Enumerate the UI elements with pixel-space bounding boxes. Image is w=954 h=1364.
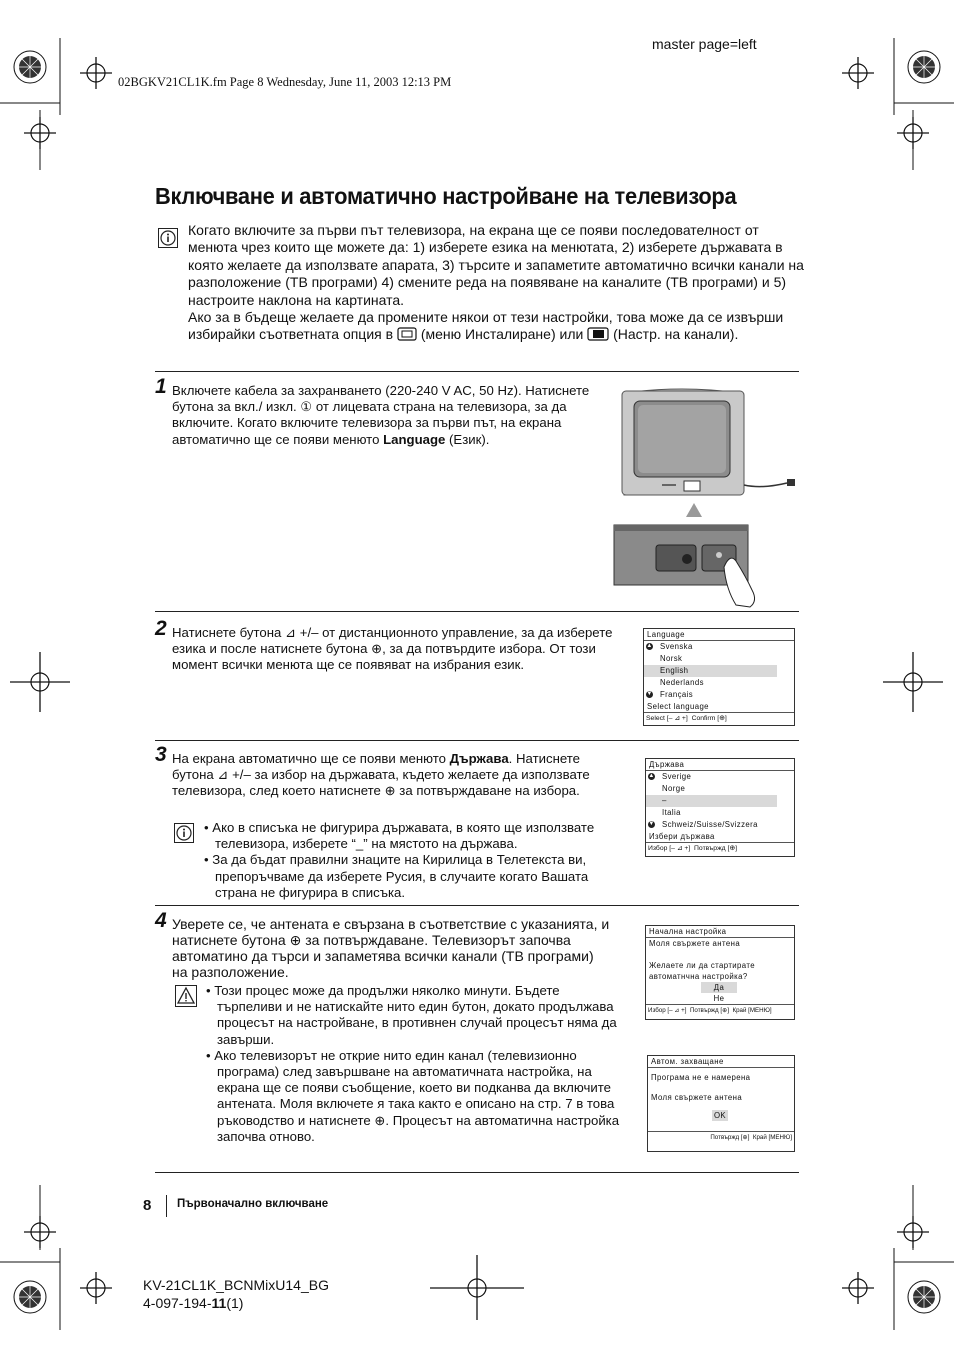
menu-prompt: Select language: [647, 702, 709, 711]
confirm-button-icon: ⊕: [374, 1112, 386, 1128]
divider: [155, 371, 799, 372]
step-4-notes: • Този процес може да продължи няколко минути. Бъдете търпеливи и не натискайте нито един бутон, докато продължава процесът на настройване, в противнен случай процесът няма да завърши. • Ако телевизорът не открие нито един канал (телевизионно програма) след завършване на автоматичната настройка, на екрана ще се появи съобщение, което ви подканва да включите антената. Моля включете я така както е описано на стр. 7 в това ръководство и натиснете ⊕. Процесът на автоматична настройка започва отново.: [206, 983, 620, 1144]
menu-item: ▼ Français: [646, 690, 694, 699]
down-arrow-icon: ▼: [646, 691, 653, 697]
menu-item: ▼ Schweiz/Suisse/Svizzera: [648, 820, 758, 829]
language-menu: [643, 628, 795, 726]
file-info: 02BGKV21CL1K.fm Page 8 Wednesday, June 11, 2003 12:13 PM: [118, 75, 452, 89]
page-number: 8: [143, 1197, 152, 1214]
intro-text: Когато включите за първи път телевизора, на екрана ще се появи последователност от менюта чрез които ще можете да: 1) изберете езика на менютата, 2) изберете държавата в която желаете да използвате апарата, 3) търсите и запаметите автоматично всички канали на разположение (ТВ програми) 4) смените реда на появяване на каналите (ТВ програми) и 5) настроите наклона на картината. Ако за в бъдеще желаете да промените някои от тези настройки, това може да се извърши избирайки съответната опция в (меню Инсталиране) или (Настр. на канали).: [188, 222, 804, 343]
no-option: Не: [713, 994, 725, 1003]
country-menu: [645, 758, 795, 857]
info-icon: [174, 823, 194, 843]
divider: [155, 611, 799, 612]
menu-prompt: Избери държава: [649, 832, 715, 841]
down-arrow-icon: ▼: [648, 821, 655, 827]
install-menu-icon: [397, 327, 417, 341]
channel-setup-icon: [587, 327, 609, 341]
step-number: 1: [155, 375, 167, 398]
menu-title: Държава: [646, 759, 794, 771]
divider: [155, 740, 799, 741]
step-number: 4: [155, 909, 167, 932]
ok-option: OK: [713, 1111, 727, 1120]
divider: [155, 1172, 799, 1173]
up-arrow-icon: ▲: [648, 773, 655, 779]
up-arrow-icon: ▲: [646, 643, 653, 649]
footer-divider: [166, 1195, 167, 1217]
step-3-notes: • Ако в списъка не фигурира държавата, в която ще използвате телевизора, изберете “_” на мястото на държава. • За да бъдат правилни знаците на Кирилица в Телетекста ви, препоръчваме да изберете Русия, в случаите когато Вашата страна не фигурира в списъка.: [204, 820, 595, 900]
step-number: 3: [155, 743, 167, 766]
model-code: KV-21CL1K_BCNMixU14_BG 4-097-194-11(1): [143, 1277, 329, 1311]
step-4-text: Уверете се, че антената е свързана в съответствие с указанията, и натиснете бутона ⊕ за потвърждаване. Телевизорът започва автоматино да търси и запаметява всички канали (ТВ програми) на разположение.: [172, 916, 610, 980]
menu-item-selected: –: [646, 795, 777, 807]
menu-item: ▲ Svenska: [646, 642, 693, 651]
menu-item: Italia: [662, 808, 681, 817]
yes-option: Да: [701, 982, 737, 993]
menu-item: Nederlands: [660, 678, 704, 687]
tv-illustration: [612, 385, 802, 610]
menu-item-selected: English: [644, 665, 777, 677]
menu-line: автоматнчна настройка?: [649, 972, 748, 981]
menu-title: Автом. захващане: [648, 1056, 794, 1068]
initial-setup-menu: [645, 925, 795, 1020]
menu-item: Norsk: [660, 654, 683, 663]
confirm-button-icon: ⊕: [371, 641, 383, 657]
step-1-text: Включете кабела за захранването (220-240 V AC, 50 Hz). Натиснете бутона за вкл./ изкл. ① от лицевата страна на телевизора, за да включите. Когато включите телевизора за първи път, на екрана автоматично ще се появи менюто Language (Език).: [172, 383, 590, 447]
confirm-button-icon: ⊕: [289, 932, 302, 948]
menu-footer: Потвържд [⊕] Край [МЕНЮ]: [648, 1131, 794, 1143]
page-title: Включване и автоматично настройване на телевизора: [155, 183, 737, 209]
menu-item: Norge: [662, 784, 686, 793]
menu-item: ▲ Sverige: [648, 772, 692, 781]
menu-line: Програма не е намерена: [651, 1073, 751, 1082]
menu-title: Language: [644, 629, 794, 641]
channel-updown-icon: ⊿: [217, 767, 229, 783]
menu-line: Моля свържете антена: [651, 1093, 743, 1102]
footer-section: Първоначално включване: [177, 1198, 329, 1210]
step-3-text: На екрана автоматично ще се появи менюто Държава. Натиснете бутона ⊿ +/– за избор на държавата, където желаете да използвате телевизора, след което натиснете ⊕ за потвърждаване на избора.: [172, 751, 590, 799]
menu-line: Желаете ли да стартирате: [649, 961, 755, 970]
info-icon: [158, 228, 178, 248]
step-number: 2: [155, 617, 167, 640]
confirm-button-icon: ⊕: [384, 783, 396, 799]
menu-footer: Избор [– ⊿ +] Потвържд [⊕] Край [МЕНЮ]: [646, 1004, 794, 1016]
master-page-label: master page=left: [652, 36, 757, 52]
menu-title: Начална настройка: [646, 926, 794, 938]
channel-updown-icon: ⊿: [285, 625, 297, 640]
auto-store-menu: [647, 1055, 795, 1152]
menu-footer: Избор [– ⊿ +] Потвържд [⊕]: [646, 842, 794, 854]
divider: [155, 905, 799, 906]
step-2-text: Натиснете бутона ⊿ +/– от дистанционното управление, за да изберете езика и после натиснете бутона ⊕, за да потвърдите избора. От този момент всички менюта ще се появяват на избрания език.: [172, 625, 613, 673]
menu-footer: Select [– ⊿ +] Confirm [⊕]: [644, 712, 794, 724]
menu-line: Моля свържете антена: [649, 939, 741, 948]
warning-icon: [175, 985, 197, 1007]
